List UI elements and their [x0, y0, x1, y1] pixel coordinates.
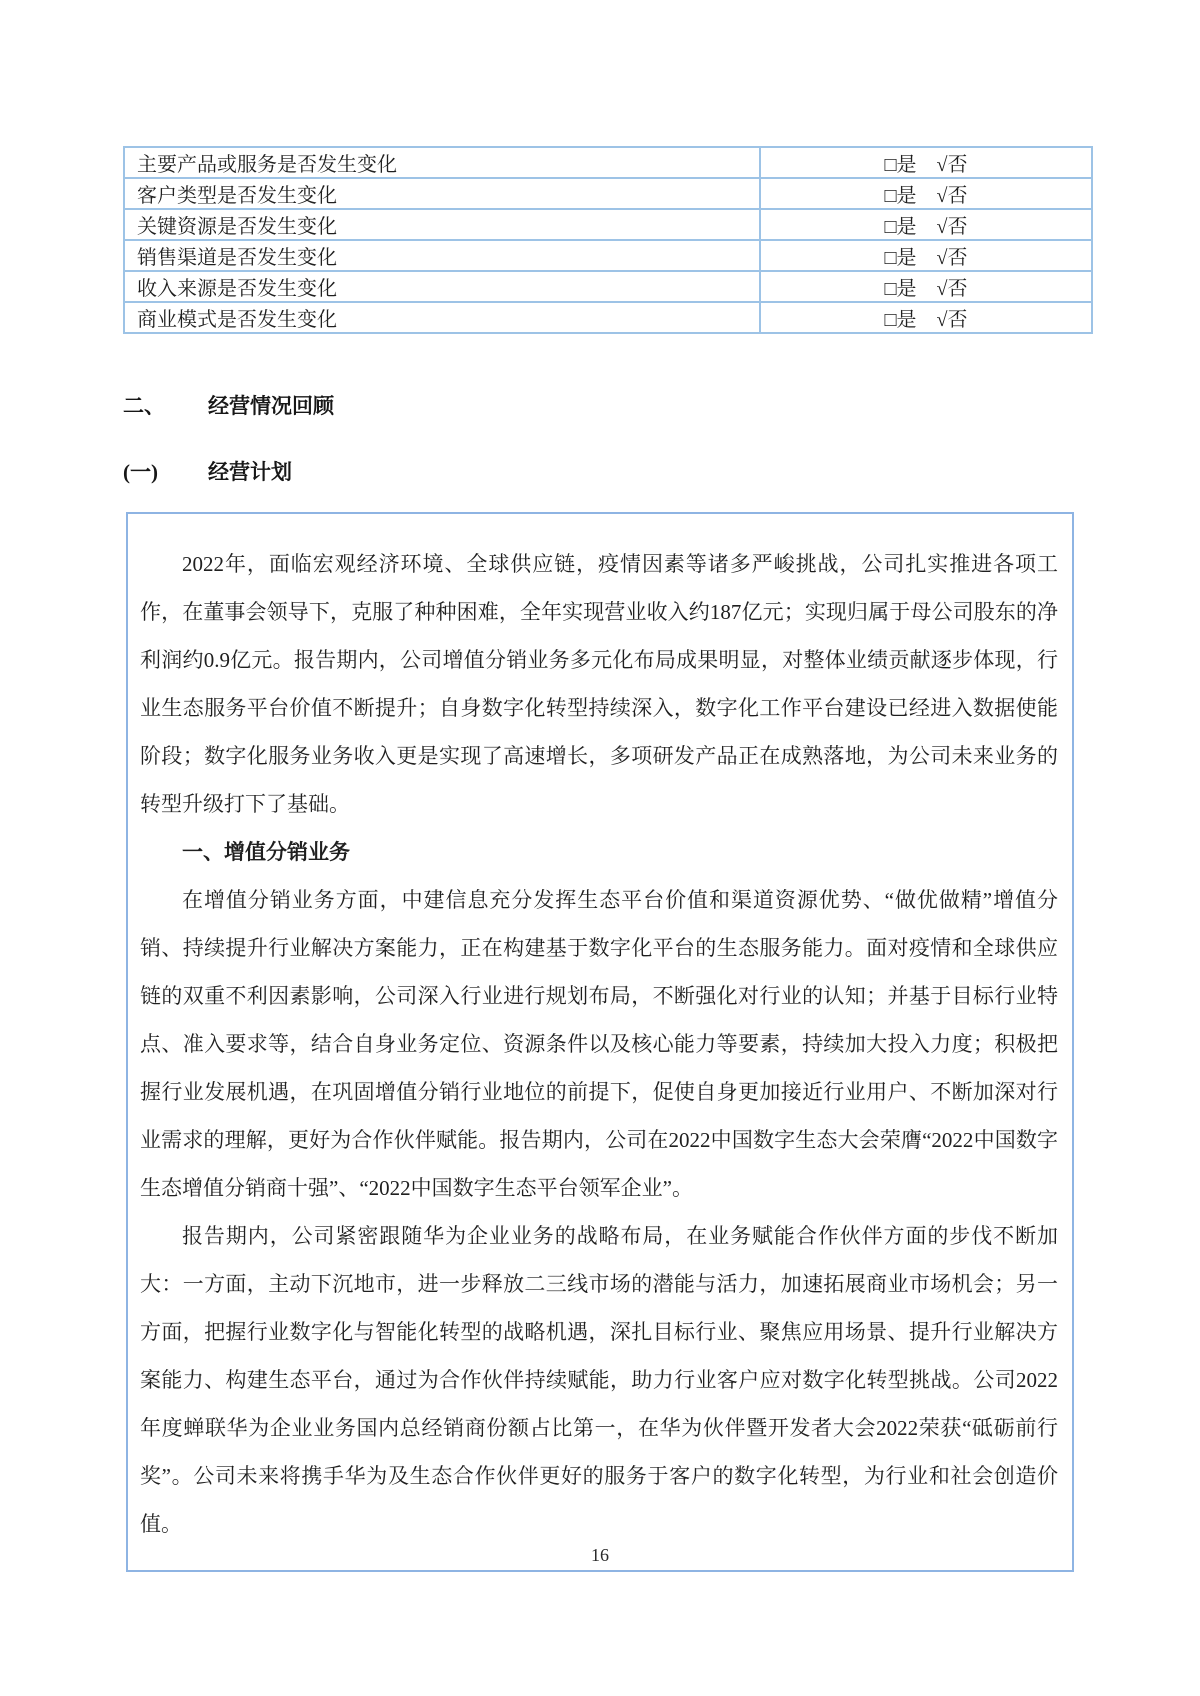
table-question-cell: 主要产品或服务是否发生变化	[124, 147, 760, 178]
table-row	[124, 147, 1092, 178]
table-question-cell: 客户类型是否发生变化	[124, 178, 760, 209]
table-question-cell: 商业模式是否发生变化	[124, 302, 760, 333]
business-review-box	[126, 512, 1074, 1572]
table-row	[124, 271, 1092, 302]
section-heading-title: 经营情况回顾	[208, 394, 334, 418]
change-status-table	[123, 146, 1093, 334]
table-row	[124, 240, 1092, 271]
table-answer-cell: □是 √否	[760, 147, 1092, 178]
subsection-heading	[123, 456, 292, 486]
table-answer-cell: □是 √否	[760, 271, 1092, 302]
section-heading-number: 二、	[123, 394, 165, 418]
subsection-heading-number: (一)	[123, 460, 158, 484]
table-answer-cell: □是 √否	[760, 209, 1092, 240]
table-row	[124, 209, 1092, 240]
subsection-heading-title: 经营计划	[208, 460, 292, 484]
table-answer-cell: □是 √否	[760, 178, 1092, 209]
inner-heading-value-added-distribution: 一、增值分销业务	[182, 840, 350, 864]
page-number: 16	[591, 1545, 609, 1565]
table-answer-cell: □是 √否	[760, 240, 1092, 271]
paragraph-huawei-cooperation: 报告期内，公司紧密跟随华为企业业务的战略布局，在业务赋能合作伙伴方面的步伐不断加大：一方面，主动下沉地市，进一步释放二三线市场的潜能与活力，加速拓展商业市场机会；另一方面，把握行业数字化与智能化转型的战略机遇，深扎目标行业、聚焦应用场景、提升行业解决方案能力、构建生态平台，通过为合作伙伴持续赋能，助力行业客户应对数字化转型挑战。公司2022年度蝉联华为企业业务国内总经销商份额占比第一，在华为伙伴暨开发者大会2022荣获“砥砺前行奖”。公司未来将携手华为及生态合作伙伴更好的服务于客户的数字化转型，为行业和社会创造价值。	[140, 1224, 1058, 1536]
table-question-cell: 收入来源是否发生变化	[124, 271, 760, 302]
paragraph-value-added-distribution: 在增值分销业务方面，中建信息充分发挥生态平台价值和渠道资源优势、“做优做精”增值分销、持续提升行业解决方案能力，正在构建基于数字化平台的生态服务能力。面对疫情和全球供应链的双重不利因素影响，公司深入行业进行规划布局，不断强化对行业的认知；并基于目标行业特点、准入要求等，结合自身业务定位、资源条件以及核心能力等要素，持续加大投入力度；积极把握行业发展机遇，在巩固增值分销行业地位的前提下，促使自身更加接近行业用户、不断加深对行业需求的理解，更好为合作伙伴赋能。报告期内，公司在2022中国数字生态大会荣膺“2022中国数字生态增值分销商十强”、“2022中国数字生态平台领军企业”。	[140, 888, 1058, 1200]
table-row	[124, 302, 1092, 333]
table-question-cell: 关键资源是否发生变化	[124, 209, 760, 240]
table-row	[124, 178, 1092, 209]
section-heading	[123, 390, 334, 420]
table-answer-cell: □是 √否	[760, 302, 1092, 333]
table-question-cell: 销售渠道是否发生变化	[124, 240, 760, 271]
paragraph-operating-summary: 2022年，面临宏观经济环境、全球供应链，疫情因素等诸多严峻挑战，公司扎实推进各项工作，在董事会领导下，克服了种种困难，全年实现营业收入约187亿元；实现归属于母公司股东的净利润约0.9亿元。报告期内，公司增值分销业务多元化布局成果明显，对整体业绩贡献逐步体现，行业生态服务平台价值不断提升；自身数字化转型持续深入，数字化工作平台建设已经进入数据使能阶段；数字化服务业务收入更是实现了高速增长，多项研发产品正在成熟落地，为公司未来业务的转型升级打下了基础。	[140, 552, 1058, 816]
